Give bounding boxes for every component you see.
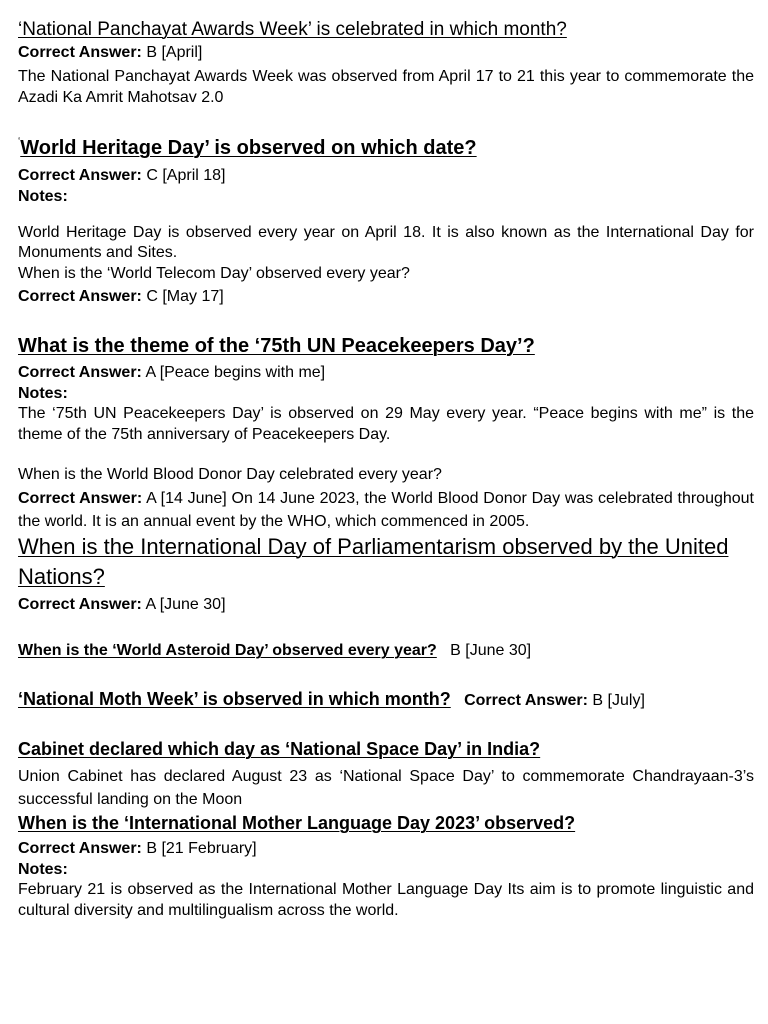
question-2-text: World Heritage Day’ is observed on which date?: [20, 137, 477, 159]
question-2: [18, 136, 754, 160]
stray-quote: ‘: [18, 136, 21, 147]
explanation-7: Union Cabinet has declared August 23 as ‘National Space Day’ to commemorate Chandrayaan-3’s successful landing on the Moon: [18, 768, 754, 808]
answer-label: Correct Answer:: [464, 692, 588, 709]
answer-label: Correct Answer:: [18, 364, 142, 381]
answer-value: A [Peace begins with me]: [145, 364, 326, 381]
answer-label: Correct Answer:: [18, 288, 142, 305]
question-6: [18, 688, 754, 711]
answer-value: B [21 February]: [146, 840, 257, 857]
answer-5: B [June 30]: [450, 642, 532, 659]
question-6-text: ‘National Moth Week’ is observed in which month?: [18, 689, 451, 709]
explanation-1: The National Panchayat Awards Week was observed from April 17 to 21 this year to commemorate the Azadi Ka Amrit Mahotsav 2.0: [18, 68, 754, 106]
answer-label: Correct Answer:: [18, 167, 142, 184]
answer-label: Correct Answer:: [18, 840, 142, 857]
notes-label-8: Notes:: [18, 861, 68, 878]
answer-value: C [May 17]: [146, 288, 224, 305]
answer-label: Correct Answer:: [18, 44, 142, 61]
answer-label: Correct Answer:: [18, 596, 142, 613]
answer-4: [18, 595, 754, 615]
answer-3: [18, 363, 754, 383]
answer-2: [18, 166, 754, 186]
question-1: ‘National Panchayat Awards Week’ is celebrated in which month?: [18, 19, 567, 40]
answer-value: A [June 30]: [145, 596, 226, 613]
question-3: What is the theme of the ‘75th UN Peacekeepers Day’?: [18, 335, 535, 357]
answer-value: A [14 June] On 14 June 2023, the World Blood Donor Day was celebrated throughout the world. It is an annual event by the WHO, which commenced in 2005.: [18, 490, 755, 530]
answer-8: [18, 839, 754, 859]
question-5: [18, 641, 754, 661]
explanation-3: The ‘75th UN Peacekeepers Day’ is observed on 29 May every year. “Peace begins with me” is the theme of the 75th anniversary of Peacekeepers Day.: [18, 405, 754, 443]
answer-value: B [July]: [592, 692, 645, 709]
notes-label-2: Notes:: [18, 188, 68, 205]
question-8: When is the ‘International Mother Language Day 2023’ observed?: [18, 813, 576, 833]
question-5-text: When is the ‘World Asteroid Day’ observed every year?: [18, 642, 437, 659]
question-7: Cabinet declared which day as ‘National Space Day’ in India?: [18, 739, 541, 759]
sub-answer-3: [18, 487, 754, 533]
sub-question-2: When is the ‘World Telecom Day’ observed every year?: [18, 265, 410, 282]
question-4: When is the International Day of Parliamentarism observed by the United Nations?: [18, 534, 729, 589]
notes-label-3: Notes:: [18, 385, 68, 402]
explanation-2: World Heritage Day is observed every year on April 18. It is also known as the International Day for Monuments and Sites.: [18, 224, 754, 261]
answer-6: [464, 692, 645, 709]
answer-1: [18, 43, 754, 63]
answer-value: C [April 18]: [146, 167, 226, 184]
explanation-8: February 21 is observed as the International Mother Language Day Its aim is to promote linguistic and cultural diversity and multilingualism across the world.: [18, 881, 754, 919]
answer-label: Correct Answer:: [18, 490, 143, 507]
sub-question-3: When is the World Blood Donor Day celebrated every year?: [18, 466, 442, 483]
sub-answer-2: [18, 287, 754, 307]
answer-value: B [April]: [146, 44, 203, 61]
